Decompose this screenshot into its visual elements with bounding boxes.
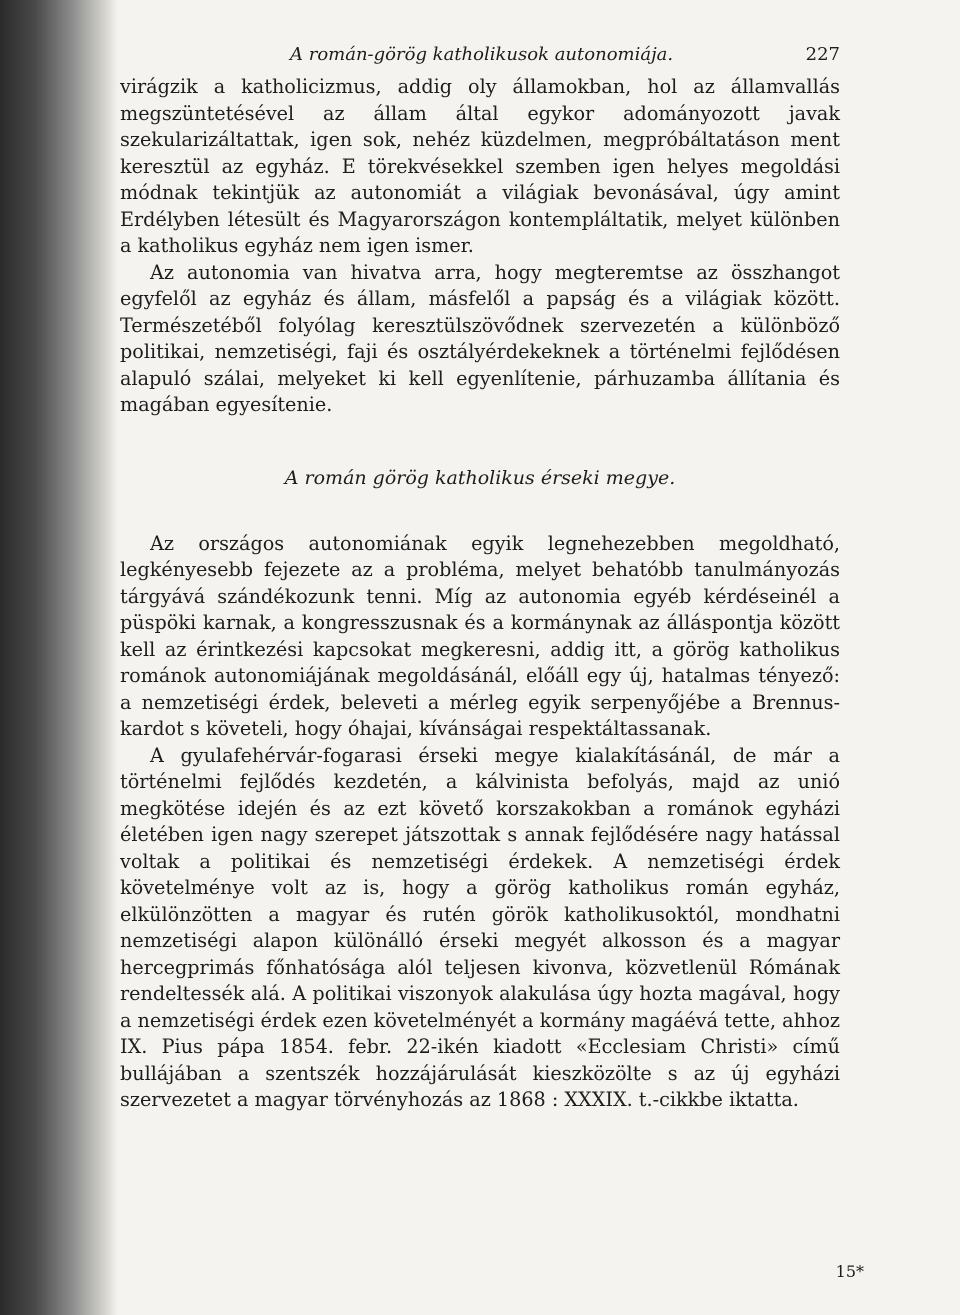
paragraph: Az autonomia van hivatva arra, hogy megteremtse az összhangot egyfelől az egyház és állam, másfelől a papság és a világiak között. Természetéből folyólag keresztülszövődnek szervezetén a különböző politikai, nemzetiségi, faji és osztályérdekeknek a történelmi fejlődésen alapuló szálai, melyeket ki kell egyenlítenie, párhuzamba állítania és magában egyesítenie. (120, 260, 840, 416)
paragraph: Az országos autonomiának egyik legnehezebben megoldható, legkényesebb fejezete az a probléma, melyet behatóbb tanulmányozás tárgyává szándékozunk tenni. Míg az autonomia egyéb kérdéseinél a püspöki karnak, a kongresszusnak és a kormánynak az álláspontja között kell az érintkezési kapcsokat megkeresni, addig itt, a görög katholikus románok autonomiájának megoldásánál, előáll egy új, hatalmas tényező: a nemzetiségi érdek, beleveti a mérleg egyik serpenyőjébe a Brennus-kardot s követeli, hogy óhajai, kívánságai respektáltassanak. (120, 531, 840, 740)
page-header (120, 40, 840, 74)
book-page (120, 40, 840, 1114)
paragraph: A gyulafehérvár-fogarasi érseki megye kialakításánál, de már a történelmi fejlődés kezdetén, a kálvinista befolyás, majd az unió megkötése idején és az ezt követő korszakokban a románok egyházi életében igen nagy szerepet játszottak s annak fejlődésére nagy hatással voltak a politikai és nemzetiségi érdekek. A nemzetiségi érdek követelménye volt az is, hogy a görög katholikus román egyház, elkülönzötten a magyar és rutén görök katholikusoktól, mondhatni nemzetiségi alapon különálló érseki megyét alkosson és a magyar hercegprimás főnhatósága alól teljesen kivonva, közvetlenül Rómának rendeltessék alá. A politikai viszonyok alakulása úgy hozta magával, hogy a nemzetiségi érdek ezen követelményét a kormány magáévá tette, ahhoz IX. Pius pápa 1854. febr. 22-ikén kiadott «Ecclesiam Christi» című bullájában a szentszék hozzájárulását kieszközölte s az új egyházi szervezetet a magyar törvényhozás az 1868 : XXXIX. t.-cikkbe iktatta. (120, 743, 840, 1111)
paragraph: virágzik a katholicizmus, addig oly államokban, hol az államvallás megszüntetésével az állam által egykor adományozott javak szekularizáltattak, igen sok, nehéz küzdelmen, megpróbáltatáson ment keresztül az egyház. E törekvésekkel szemben igen helyes megoldási módnak tekintjük az autonomiát a világiak bevonásával, úgy amint Erdélyben létesült és Magyarországon kontempláltatik, melyet különben a katholikus egyház nem igen ismer. (120, 75, 840, 257)
book-binding-shadow (0, 0, 118, 1315)
section-title: A román görög katholikus érseki megye. (284, 466, 676, 489)
running-title: A román-görög katholikusok autonomiája. (290, 44, 674, 65)
body-text (120, 74, 840, 1114)
signature-mark: 15* (835, 1262, 864, 1281)
page-number: 227 (805, 44, 840, 65)
